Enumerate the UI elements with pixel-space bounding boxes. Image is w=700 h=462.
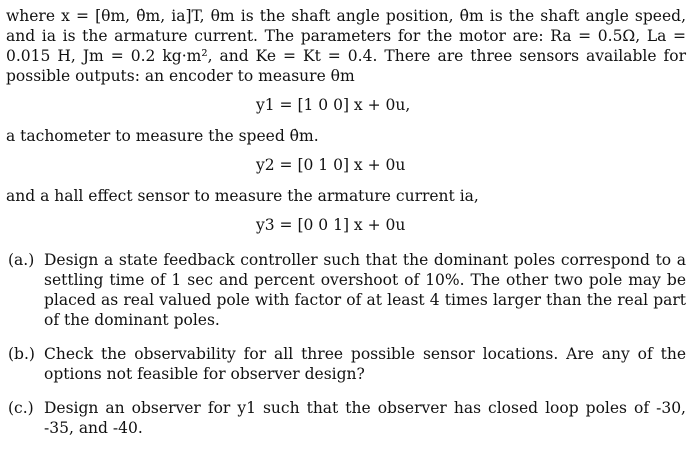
- equation-y1: y1 = [1 0 0] x + 0u,: [256, 96, 411, 114]
- equation-y3: y3 = [0 0 1] x + 0u: [256, 216, 406, 234]
- intro-paragraph: where x = [θm, θ̇m, ia]T, θm is the shaft angle position, θ̇m is the shaft angle speed, and ia is the armature current. The parameters for the motor are: Ra = 0.5Ω, La = 0.015 H, Jm = 0.2 kg·m², and Ke = Kt = 0.4. There are three sensors available for possible outputs: an encoder to measure θm: [6, 7, 686, 85]
- question-a-text: Design a state feedback controller such that the dominant poles correspond to a settling time of 1 sec and percent overshoot of 10%. The other two pole may be placed as real valued pole with factor of at least 4 times larger than the real part of the dominant poles.: [44, 251, 686, 329]
- question-b-label: (b.): [8, 345, 35, 363]
- question-c: [6, 398, 686, 438]
- question-a-label: (a.): [8, 251, 35, 269]
- question-b: [6, 344, 686, 384]
- hall-sensor-text: and a hall effect sensor to measure the armature current ia,: [6, 187, 479, 205]
- equation-y2: y2 = [0 1 0] x + 0u: [256, 156, 406, 174]
- question-a: [6, 250, 686, 330]
- tachometer-text: a tachometer to measure the speed θ̇m.: [6, 127, 319, 145]
- question-b-text: Check the observability for all three possible sensor locations. Are any of the options not feasible for observer design?: [44, 345, 686, 383]
- question-c-label: (c.): [8, 399, 34, 417]
- question-c-text: Design an observer for y1 such that the observer has closed loop poles of -30, -35, and -40.: [44, 399, 686, 437]
